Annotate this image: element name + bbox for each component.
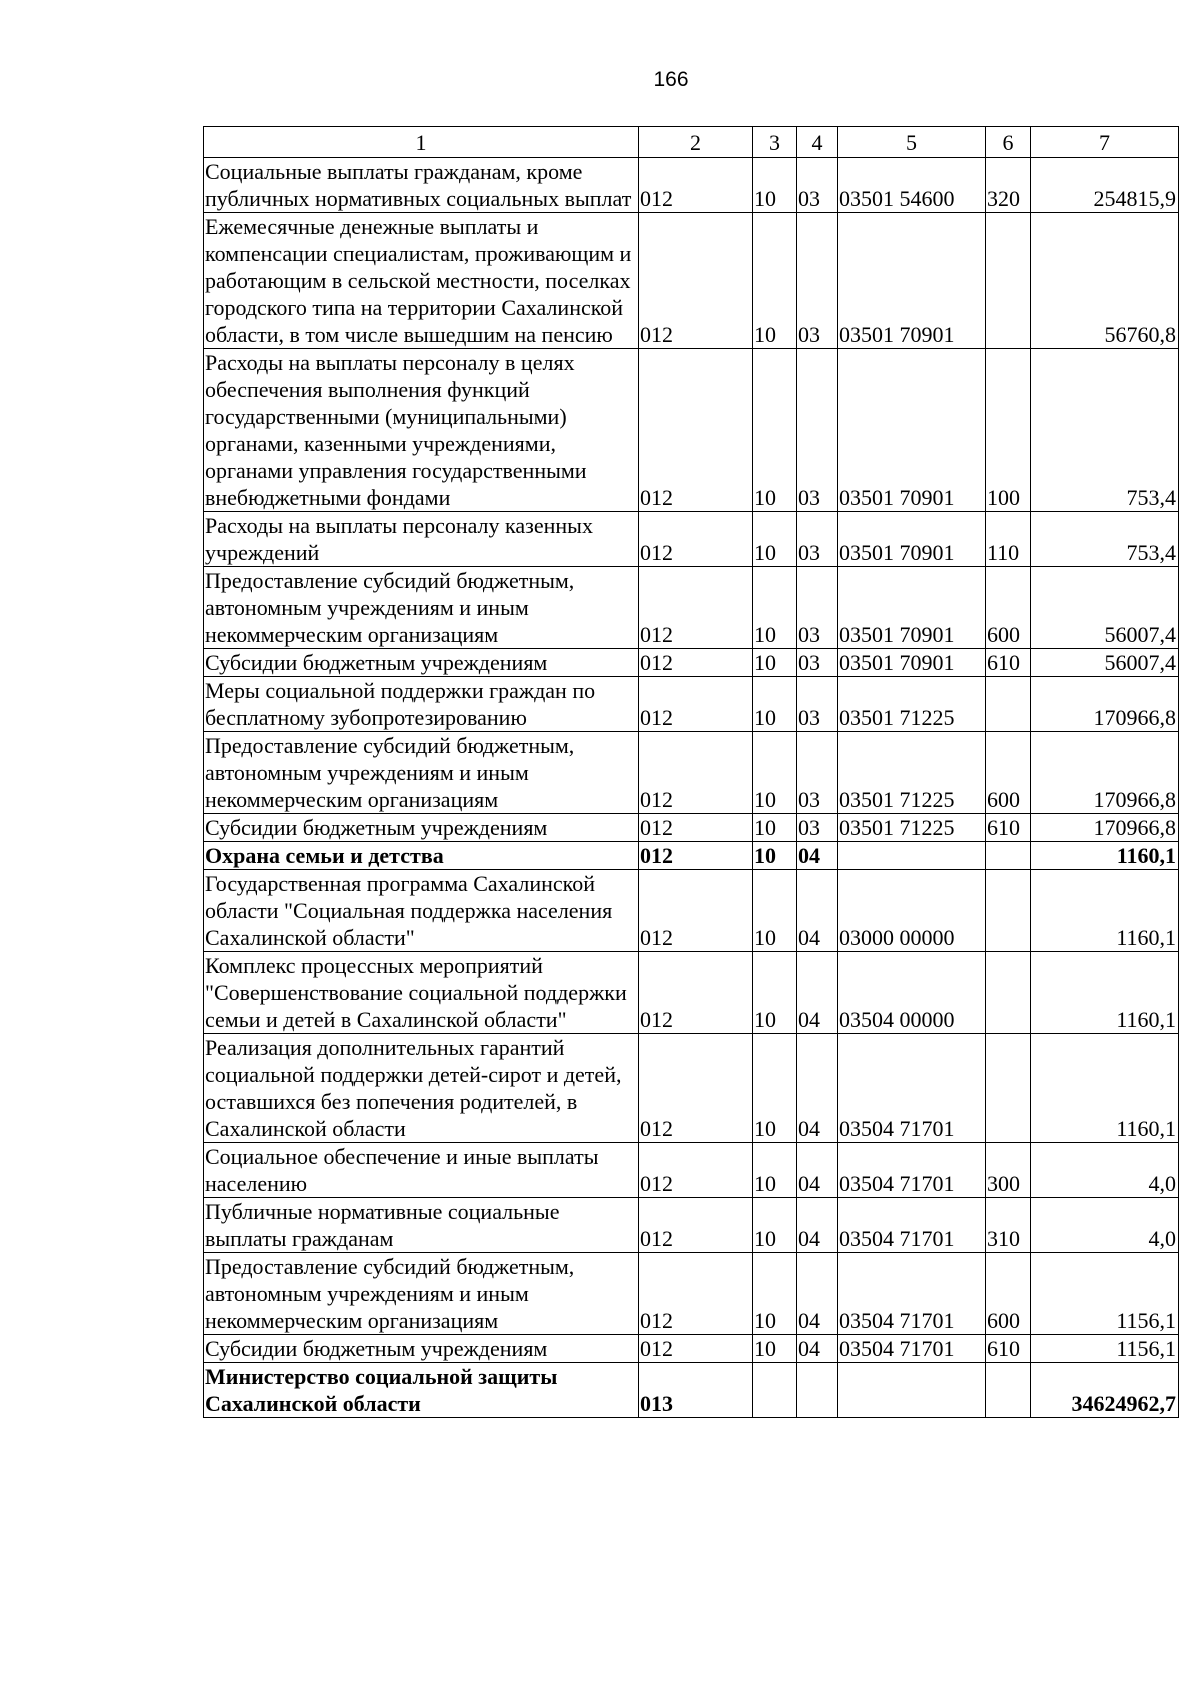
table-row (204, 213, 1179, 349)
row-type-cell: 600 (986, 1253, 1031, 1335)
row-amount-cell: 1160,1 (1031, 870, 1179, 952)
table-row (204, 677, 1179, 732)
row-name-cell: Расходы на выплаты персоналу казенных учреждений (204, 512, 639, 567)
row-code-cell: 012 (639, 814, 753, 842)
row-name-cell: Ежемесячные денежные выплаты и компенсации специалистам, проживающим и работающим в сельской местности, поселках городского типа на территории Сахалинской области, в том числе вышедшим на пенсию (204, 213, 639, 349)
row-type-cell: 610 (986, 1335, 1031, 1363)
row-type-cell: 600 (986, 567, 1031, 649)
row-target-cell: 03501 70901 (838, 649, 986, 677)
row-code-cell: 013 (639, 1363, 753, 1418)
row-subsection-cell: 04 (797, 1335, 838, 1363)
row-amount-cell: 254815,9 (1031, 158, 1179, 213)
row-name-cell: Расходы на выплаты персоналу в целях обеспечения выполнения функций государственными (муниципальными) органами, казенными учреждениями, органами управления государственными внебюджетными фондами (204, 349, 639, 512)
row-code-cell: 012 (639, 1335, 753, 1363)
row-name-cell: Субсидии бюджетным учреждениям (204, 814, 639, 842)
header-cell: 1 (204, 127, 639, 158)
row-code-cell: 012 (639, 649, 753, 677)
table-row (204, 158, 1179, 213)
row-target-cell: 03501 70901 (838, 512, 986, 567)
row-section-cell: 10 (753, 567, 797, 649)
row-section-cell: 10 (753, 1034, 797, 1143)
row-section-cell: 10 (753, 814, 797, 842)
row-name-cell: Социальные выплаты гражданам, кроме публичных нормативных социальных выплат (204, 158, 639, 213)
table-row (204, 952, 1179, 1034)
row-section-cell: 10 (753, 870, 797, 952)
row-type-cell: 320 (986, 158, 1031, 213)
row-section-cell: 10 (753, 158, 797, 213)
table-row (204, 814, 1179, 842)
row-target-cell: 03504 71701 (838, 1034, 986, 1143)
row-amount-cell: 4,0 (1031, 1198, 1179, 1253)
row-target-cell (838, 1363, 986, 1418)
header-cell: 6 (986, 127, 1031, 158)
table-row (204, 842, 1179, 870)
table-row (204, 649, 1179, 677)
table-row (204, 1363, 1179, 1418)
row-subsection-cell (797, 1363, 838, 1418)
row-amount-cell: 1160,1 (1031, 842, 1179, 870)
row-section-cell: 10 (753, 1253, 797, 1335)
header-cell: 3 (753, 127, 797, 158)
row-section-cell: 10 (753, 732, 797, 814)
header-cell: 5 (838, 127, 986, 158)
row-section-cell (753, 1363, 797, 1418)
row-target-cell: 03501 71225 (838, 677, 986, 732)
row-name-cell: Предоставление субсидий бюджетным, автономным учреждениям и иным некоммерческим организациям (204, 1253, 639, 1335)
row-code-cell: 012 (639, 213, 753, 349)
row-section-cell: 10 (753, 1198, 797, 1253)
row-code-cell: 012 (639, 1253, 753, 1335)
row-code-cell: 012 (639, 1034, 753, 1143)
row-target-cell: 03501 70901 (838, 349, 986, 512)
row-code-cell: 012 (639, 842, 753, 870)
row-section-cell: 10 (753, 512, 797, 567)
table-row (204, 732, 1179, 814)
row-section-cell: 10 (753, 952, 797, 1034)
row-target-cell: 03504 71701 (838, 1198, 986, 1253)
row-code-cell: 012 (639, 158, 753, 213)
row-target-cell: 03501 71225 (838, 732, 986, 814)
row-subsection-cell: 04 (797, 870, 838, 952)
table-row (204, 512, 1179, 567)
row-amount-cell: 4,0 (1031, 1143, 1179, 1198)
row-code-cell: 012 (639, 512, 753, 567)
row-code-cell: 012 (639, 1143, 753, 1198)
row-amount-cell: 56007,4 (1031, 567, 1179, 649)
row-amount-cell: 170966,8 (1031, 732, 1179, 814)
row-type-cell: 300 (986, 1143, 1031, 1198)
row-subsection-cell: 03 (797, 649, 838, 677)
row-amount-cell: 1160,1 (1031, 1034, 1179, 1143)
row-type-cell (986, 213, 1031, 349)
row-type-cell: 110 (986, 512, 1031, 567)
row-amount-cell: 56007,4 (1031, 649, 1179, 677)
row-section-cell: 10 (753, 1335, 797, 1363)
row-section-cell: 10 (753, 213, 797, 349)
row-type-cell (986, 842, 1031, 870)
row-name-cell: Охрана семьи и детства (204, 842, 639, 870)
row-type-cell: 600 (986, 732, 1031, 814)
row-name-cell: Государственная программа Сахалинской области "Социальная поддержка населения Сахалинской области" (204, 870, 639, 952)
row-type-cell (986, 1363, 1031, 1418)
row-name-cell: Меры социальной поддержки граждан по бесплатному зубопротезированию (204, 677, 639, 732)
row-subsection-cell: 04 (797, 1143, 838, 1198)
row-code-cell: 012 (639, 349, 753, 512)
row-code-cell: 012 (639, 732, 753, 814)
header-cell: 2 (639, 127, 753, 158)
row-section-cell: 10 (753, 649, 797, 677)
row-name-cell: Субсидии бюджетным учреждениям (204, 1335, 639, 1363)
row-target-cell: 03501 71225 (838, 814, 986, 842)
row-amount-cell: 34624962,7 (1031, 1363, 1179, 1418)
row-target-cell: 03000 00000 (838, 870, 986, 952)
row-code-cell: 012 (639, 870, 753, 952)
row-target-cell: 03501 70901 (838, 567, 986, 649)
row-section-cell: 10 (753, 842, 797, 870)
row-subsection-cell: 04 (797, 842, 838, 870)
row-section-cell: 10 (753, 677, 797, 732)
row-section-cell: 10 (753, 1143, 797, 1198)
table-row (204, 870, 1179, 952)
row-amount-cell: 170966,8 (1031, 677, 1179, 732)
row-name-cell: Министерство социальной защиты Сахалинской области (204, 1363, 639, 1418)
table-row (204, 1198, 1179, 1253)
row-name-cell: Субсидии бюджетным учреждениям (204, 649, 639, 677)
row-target-cell: 03504 71701 (838, 1253, 986, 1335)
row-target-cell: 03504 00000 (838, 952, 986, 1034)
row-section-cell: 10 (753, 349, 797, 512)
row-subsection-cell: 04 (797, 1198, 838, 1253)
row-amount-cell: 753,4 (1031, 349, 1179, 512)
row-type-cell (986, 870, 1031, 952)
row-type-cell (986, 952, 1031, 1034)
row-amount-cell: 170966,8 (1031, 814, 1179, 842)
table-row (204, 1143, 1179, 1198)
row-name-cell: Предоставление субсидий бюджетным, автономным учреждениям и иным некоммерческим организациям (204, 732, 639, 814)
row-name-cell: Публичные нормативные социальные выплаты гражданам (204, 1198, 639, 1253)
row-name-cell: Реализация дополнительных гарантий социальной поддержки детей-сирот и детей, оставшихся без попечения родителей, в Сахалинской области (204, 1034, 639, 1143)
row-subsection-cell: 04 (797, 1253, 838, 1335)
row-amount-cell: 56760,8 (1031, 213, 1179, 349)
table-row (204, 1335, 1179, 1363)
row-code-cell: 012 (639, 567, 753, 649)
row-target-cell: 03501 54600 (838, 158, 986, 213)
row-subsection-cell: 04 (797, 1034, 838, 1143)
row-subsection-cell: 03 (797, 349, 838, 512)
row-type-cell: 100 (986, 349, 1031, 512)
row-code-cell: 012 (639, 952, 753, 1034)
row-name-cell: Комплекс процессных мероприятий "Совершенствование социальной поддержки семьи и детей в Сахалинской области" (204, 952, 639, 1034)
table-row (204, 1253, 1179, 1335)
page-number: 166 (653, 68, 689, 91)
row-amount-cell: 1160,1 (1031, 952, 1179, 1034)
row-type-cell (986, 1034, 1031, 1143)
row-subsection-cell: 04 (797, 952, 838, 1034)
row-target-cell (838, 842, 986, 870)
row-subsection-cell: 03 (797, 213, 838, 349)
row-amount-cell: 753,4 (1031, 512, 1179, 567)
budget-table (203, 126, 1179, 1418)
row-target-cell: 03504 71701 (838, 1143, 986, 1198)
table-row (204, 567, 1179, 649)
row-code-cell: 012 (639, 677, 753, 732)
row-amount-cell: 1156,1 (1031, 1253, 1179, 1335)
row-type-cell: 610 (986, 814, 1031, 842)
row-subsection-cell: 03 (797, 158, 838, 213)
row-subsection-cell: 03 (797, 677, 838, 732)
row-target-cell: 03501 70901 (838, 213, 986, 349)
row-subsection-cell: 03 (797, 814, 838, 842)
table-row (204, 349, 1179, 512)
row-subsection-cell: 03 (797, 512, 838, 567)
row-code-cell: 012 (639, 1198, 753, 1253)
header-cell: 7 (1031, 127, 1179, 158)
row-amount-cell: 1156,1 (1031, 1335, 1179, 1363)
row-type-cell: 310 (986, 1198, 1031, 1253)
header-row (204, 127, 1179, 158)
row-target-cell: 03504 71701 (838, 1335, 986, 1363)
row-name-cell: Предоставление субсидий бюджетным, автономным учреждениям и иным некоммерческим организациям (204, 567, 639, 649)
table-row (204, 1034, 1179, 1143)
row-type-cell (986, 677, 1031, 732)
row-subsection-cell: 03 (797, 732, 838, 814)
header-cell: 4 (797, 127, 838, 158)
row-type-cell: 610 (986, 649, 1031, 677)
row-name-cell: Социальное обеспечение и иные выплаты населению (204, 1143, 639, 1198)
row-subsection-cell: 03 (797, 567, 838, 649)
